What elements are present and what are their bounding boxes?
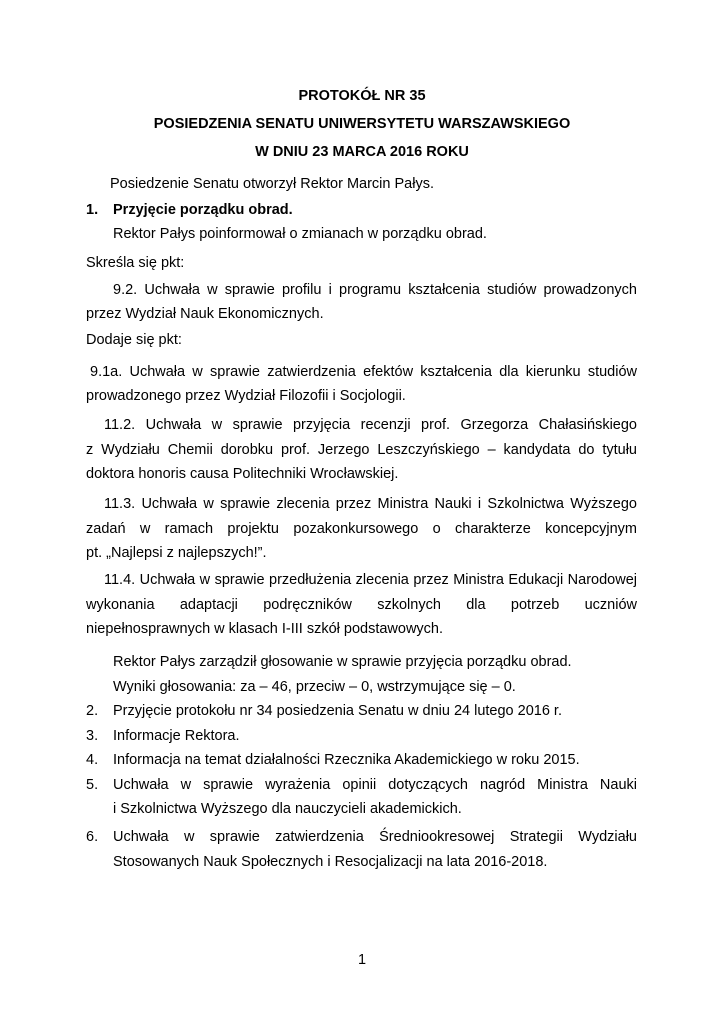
- agenda-item-text: Przyjęcie protokołu nr 34 posiedzenia Senatu w dniu 24 lutego 2016 r.: [113, 703, 562, 719]
- protocol-title: PROTOKÓŁ NR 35: [298, 88, 426, 104]
- agenda-item-text: i Szkolnictwa Wyższego dla nauczycieli akademickich.: [113, 801, 462, 817]
- item-number: 3.: [86, 728, 99, 744]
- added-point-line: 11.4. Uchwała w sprawie przedłużenia zlecenia przez Ministra Edukacji Narodowej: [104, 572, 637, 588]
- removed-label: Skreśla się pkt:: [86, 255, 185, 271]
- item-number: 2.: [86, 703, 99, 719]
- session-title: POSIEDZENIA SENATU UNIWERSYTETU WARSZAWSKIEGO: [153, 116, 571, 132]
- added-point-line: zadań w ramach projektu pozakonkursowego o charakterze koncepcyjnym: [86, 521, 637, 537]
- added-point-line: z Wydziału Chemii dorobku prof. Jerzego Leszczyńskiego – kandydata do tytułu: [86, 442, 637, 458]
- added-label: Dodaje się pkt:: [86, 332, 182, 348]
- agenda-item-text: Informacje Rektora.: [113, 728, 240, 744]
- vote-results-text: Wyniki głosowania: za – 46, przeciw – 0, wstrzymujące się – 0.: [113, 679, 516, 695]
- session-date: W DNIU 23 MARCA 2016 ROKU: [255, 144, 469, 160]
- added-point-line: prowadzonego przez Wydział Filozofii i Socjologii.: [86, 388, 406, 404]
- added-point-line: 9.1a. Uchwała w sprawie zatwierdzenia efektów kształcenia dla kierunku studiów: [90, 364, 637, 380]
- agenda-item-text: Informacja na temat działalności Rzecznika Akademickiego w roku 2015.: [113, 752, 580, 768]
- agenda-item-text: Stosowanych Nauk Społecznych i Resocjalizacji na lata 2016-2018.: [113, 854, 548, 870]
- removed-point-line: 9.2. Uchwała w sprawie profilu i programu kształcenia studiów prowadzonych: [113, 282, 637, 298]
- vote-order-text: Rektor Pałys zarządził głosowanie w sprawie przyjęcia porządku obrad.: [113, 654, 572, 670]
- item-title: Przyjęcie porządku obrad.: [113, 202, 293, 218]
- item-number: 6.: [86, 829, 99, 845]
- added-point-line: 11.2. Uchwała w sprawie przyjęcia recenzji prof. Grzegorza Chałasińskiego: [104, 417, 637, 433]
- opening-text: Posiedzenie Senatu otworzył Rektor Marcin Pałys.: [110, 176, 434, 192]
- agenda-item-text: Uchwała w sprawie zatwierdzenia Średniookresowej Strategii Wydziału: [113, 829, 637, 845]
- item-number: 5.: [86, 777, 99, 793]
- page-number: 1: [357, 952, 367, 968]
- added-point-line: niepełnosprawnych w klasach I-III szkół podstawowych.: [86, 621, 444, 637]
- item-number: 1.: [86, 202, 99, 218]
- added-point-line: pt. „Najlepsi z najlepszych!”.: [86, 545, 267, 561]
- added-point-line: doktora honoris causa Politechniki Wrocławskiej.: [86, 466, 399, 482]
- item-info: Rektor Pałys poinformował o zmianach w porządku obrad.: [113, 226, 487, 242]
- agenda-item-text: Uchwała w sprawie wyrażenia opinii dotyczących nagród Ministra Nauki: [113, 777, 637, 793]
- added-point-line: 11.3. Uchwała w sprawie zlecenia przez Ministra Nauki i Szkolnictwa Wyższego: [104, 496, 637, 512]
- item-number: 4.: [86, 752, 99, 768]
- removed-point-line: przez Wydział Nauk Ekonomicznych.: [86, 306, 324, 322]
- added-point-line: wykonania adaptacji podręczników szkolnych dla potrzeb uczniów: [86, 597, 637, 613]
